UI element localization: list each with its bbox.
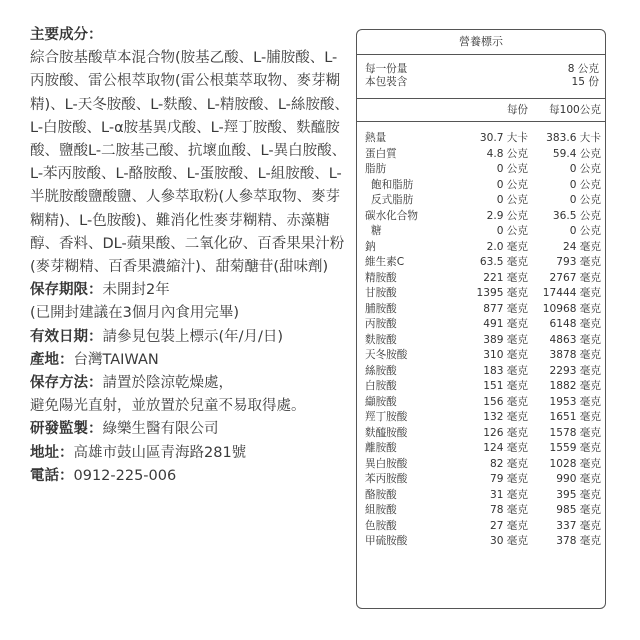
nutrition-facts-table <box>356 29 606 609</box>
per-serving-value: 63.5 毫克 <box>479 256 528 268</box>
per-serving-value: 1395 毫克 <box>476 287 528 299</box>
nutrient-name: 酪胺酸 <box>365 488 397 501</box>
address-value: 高雄市鼓山區青海路281號 <box>73 444 247 461</box>
per-100g-value: 1882 毫克 <box>549 380 601 392</box>
supervision-label: 研發監製： <box>30 421 103 438</box>
nutrition-row <box>357 240 605 256</box>
nutrient-name: 蛋白質 <box>365 147 397 160</box>
product-info <box>30 24 350 488</box>
nutrition-row <box>357 147 605 163</box>
per-100g-value: 0 公克 <box>569 225 601 237</box>
nutrition-row <box>357 457 605 473</box>
per-serving-value: 310 毫克 <box>483 349 528 361</box>
ingredients-text: 綜合胺基酸草本混合物(胺基乙酸、L-脯胺酸、L-丙胺酸、雷公根萃取物(雷公根葉萃取物、麥芽糊精)、L-天冬胺酸、L-麩酸、L-精胺酸、L-絲胺酸、L-白胺酸、L-α胺基異戊酸、L-羥丁胺酸、麩醯胺酸、鹽酸L-二胺基己酸、抗壞血酸、L-異白胺酸、L-苯丙胺酸、L-酪胺酸、L-蛋胺酸、L-組胺酸、L-半胱胺酸鹽酸鹽、人參萃取粉(人參萃取物、麥芽糊精)、L-色胺酸)、難消化性麥芽糊精、赤藻糖醇、香料、DL-蘋果酸、二氧化矽、百香果果汁粉(麥芽糊精、百香果濃縮汁)、甜菊醣苷(甜味劑) <box>30 50 349 276</box>
per-serving-value: 0 公克 <box>496 194 528 206</box>
per-100g-value: 0 公克 <box>569 194 601 206</box>
per-serving-value: 2.9 公克 <box>486 209 528 222</box>
column-header-per-serving: 每份 <box>506 104 528 116</box>
nutrition-row <box>357 410 605 426</box>
nutrition-row <box>357 317 605 333</box>
shelf-life-label: 保存期限： <box>30 282 103 299</box>
per-100g-value: 395 毫克 <box>556 488 601 501</box>
per-serving-value: 221 毫克 <box>483 271 528 284</box>
nutrient-name: 飽和脂肪 <box>371 178 414 191</box>
nutrient-name: 麩醯胺酸 <box>365 426 408 439</box>
per-100g-value: 1953 毫克 <box>549 395 601 408</box>
storage-row <box>30 372 350 395</box>
phone-row <box>30 465 350 488</box>
nutrient-name: 維生素C <box>365 256 405 268</box>
per-serving-value: 30.7 大卡 <box>479 132 528 144</box>
nutrition-row <box>357 519 605 535</box>
origin-label: 產地： <box>30 351 74 368</box>
per-100g-value: 985 毫克 <box>556 504 601 516</box>
nutrient-name: 脯胺酸 <box>365 302 397 315</box>
nutrition-row <box>357 302 605 318</box>
per-serving-value: 82 毫克 <box>489 457 528 470</box>
per-100g-value: 4863 毫克 <box>549 333 601 346</box>
nutrient-name: 天冬胺酸 <box>365 349 408 361</box>
servings-label: 本包裝含 <box>365 76 408 88</box>
serving-size-row <box>365 63 599 76</box>
per-100g-value: 337 毫克 <box>556 519 601 532</box>
per-100g-value: 0 公克 <box>569 163 601 175</box>
nutrient-name: 精胺酸 <box>365 271 397 284</box>
nutrition-row <box>357 131 605 147</box>
address-row <box>30 442 350 465</box>
per-100g-value: 24 毫克 <box>562 240 601 253</box>
per-serving-value: 78 毫克 <box>489 504 528 516</box>
nutrition-row <box>357 286 605 302</box>
per-serving-value: 27 毫克 <box>489 519 528 532</box>
storage-value: 請置於陰涼乾燥處， <box>102 375 233 392</box>
nutrient-name: 離胺酸 <box>365 442 397 454</box>
servings-row <box>365 76 599 89</box>
nutrient-name: 反式脂肪 <box>371 194 414 206</box>
serving-info <box>357 55 605 89</box>
origin-row <box>30 349 350 372</box>
nutrition-row <box>357 364 605 380</box>
expiry-row <box>30 326 350 349</box>
per-100g-value: 1028 毫克 <box>549 457 601 470</box>
per-serving-value: 156 毫克 <box>483 395 528 408</box>
nutrition-row <box>357 503 605 519</box>
nutrient-name: 苯丙胺酸 <box>365 473 408 485</box>
per-serving-value: 877 毫克 <box>483 302 528 315</box>
supervision-row <box>30 418 350 441</box>
nutrient-name: 碳水化合物 <box>365 209 418 222</box>
nutrient-name: 糖 <box>371 225 382 237</box>
nutrient-name: 白胺酸 <box>365 380 397 392</box>
nutrition-row <box>357 333 605 349</box>
per-serving-value: 2.0 毫克 <box>486 240 528 253</box>
shelf-life-value: 未開封2年 <box>102 282 170 299</box>
shelf-life-note: (已開封建議在3個月內食用完畢) <box>30 305 240 322</box>
per-serving-value: 132 毫克 <box>483 411 528 423</box>
nutrition-row <box>357 379 605 395</box>
expiry-label: 有效日期： <box>30 328 103 345</box>
nutrition-column-header <box>357 98 605 122</box>
nutrition-row <box>357 348 605 364</box>
nutrient-name: 甲硫胺酸 <box>365 535 408 547</box>
nutrient-name: 羥丁胺酸 <box>365 411 408 423</box>
storage-label: 保存方法： <box>30 375 103 392</box>
per-100g-value: 990 毫克 <box>556 473 601 485</box>
phone-value: 0912-225-006 <box>73 467 177 484</box>
per-100g-value: 1651 毫克 <box>549 411 601 423</box>
column-header-name <box>357 99 449 121</box>
nutrition-row <box>357 178 605 194</box>
nutrient-name: 組胺酸 <box>365 504 397 516</box>
nutrition-row <box>357 472 605 488</box>
nutrition-row <box>357 441 605 457</box>
per-100g-value: 10968 毫克 <box>542 302 601 315</box>
per-serving-value: 0 公克 <box>496 225 528 237</box>
per-100g-value: 59.4 公克 <box>552 147 601 160</box>
nutrient-name: 麩胺酸 <box>365 333 397 346</box>
serving-size-value: 8 公克 <box>567 63 599 75</box>
nutrition-row <box>357 488 605 504</box>
per-100g-value: 2767 毫克 <box>549 271 601 284</box>
per-100g-value: 3878 毫克 <box>549 349 601 361</box>
column-header-per-100g: 每100公克 <box>548 104 601 116</box>
per-serving-value: 389 毫克 <box>483 333 528 346</box>
per-100g-value: 1578 毫克 <box>549 426 601 439</box>
nutrition-row <box>357 193 605 209</box>
nutrient-name: 色胺酸 <box>365 519 397 532</box>
per-serving-value: 124 毫克 <box>483 442 528 454</box>
shelf-life-row <box>30 279 350 302</box>
per-100g-value: 793 毫克 <box>556 256 601 268</box>
origin-value: 台灣TAIWAN <box>73 351 159 368</box>
per-100g-value: 378 毫克 <box>556 535 601 547</box>
storage-value-continued: 避免陽光直射，並放置於兒童不易取得處。 <box>30 398 306 415</box>
per-100g-value: 1559 毫克 <box>549 442 601 454</box>
nutrition-row <box>357 162 605 178</box>
nutrition-row <box>357 271 605 287</box>
nutrition-row <box>357 224 605 240</box>
per-serving-value: 126 毫克 <box>483 426 528 439</box>
nutrition-row <box>357 426 605 442</box>
per-serving-value: 79 毫克 <box>489 473 528 485</box>
per-serving-value: 31 毫克 <box>489 488 528 501</box>
servings-value: 15 份 <box>571 76 599 88</box>
supervision-value: 綠樂生醫有限公司 <box>102 421 219 438</box>
per-serving-value: 0 公克 <box>496 163 528 175</box>
per-serving-value: 151 毫克 <box>483 380 528 392</box>
nutrient-name: 脂肪 <box>365 163 387 175</box>
per-serving-value: 4.8 公克 <box>486 147 528 160</box>
per-100g-value: 17444 毫克 <box>542 287 601 299</box>
nutrient-name: 熱量 <box>365 132 387 144</box>
per-serving-value: 0 公克 <box>496 178 528 191</box>
expiry-value: 請參見包裝上標示(年/月/日) <box>102 328 284 345</box>
nutrition-row <box>357 255 605 271</box>
nutrition-row <box>357 209 605 225</box>
serving-size-label: 每一份量 <box>365 63 408 75</box>
address-label: 地址： <box>30 444 74 461</box>
nutrient-name: 甘胺酸 <box>365 287 397 299</box>
per-100g-value: 2293 毫克 <box>549 364 601 377</box>
nutrient-name: 鈉 <box>365 240 376 253</box>
phone-label: 電話： <box>30 467 74 484</box>
per-serving-value: 30 毫克 <box>489 535 528 547</box>
per-100g-value: 383.6 大卡 <box>546 132 601 144</box>
nutrient-name: 丙胺酸 <box>365 318 397 330</box>
nutrient-name: 纈胺酸 <box>365 395 397 408</box>
per-100g-value: 36.5 公克 <box>552 209 601 222</box>
per-serving-value: 183 毫克 <box>483 364 528 377</box>
nutrition-rows <box>357 131 605 550</box>
nutrient-name: 絲胺酸 <box>365 364 397 377</box>
nutrition-title: 營養標示 <box>357 30 605 55</box>
per-100g-value: 0 公克 <box>569 178 601 191</box>
nutrient-name: 異白胺酸 <box>365 457 408 470</box>
ingredients-heading: 主要成分： <box>30 27 103 43</box>
nutrition-row <box>357 534 605 550</box>
per-serving-value: 491 毫克 <box>483 318 528 330</box>
per-100g-value: 6148 毫克 <box>549 318 601 330</box>
nutrition-row <box>357 395 605 411</box>
